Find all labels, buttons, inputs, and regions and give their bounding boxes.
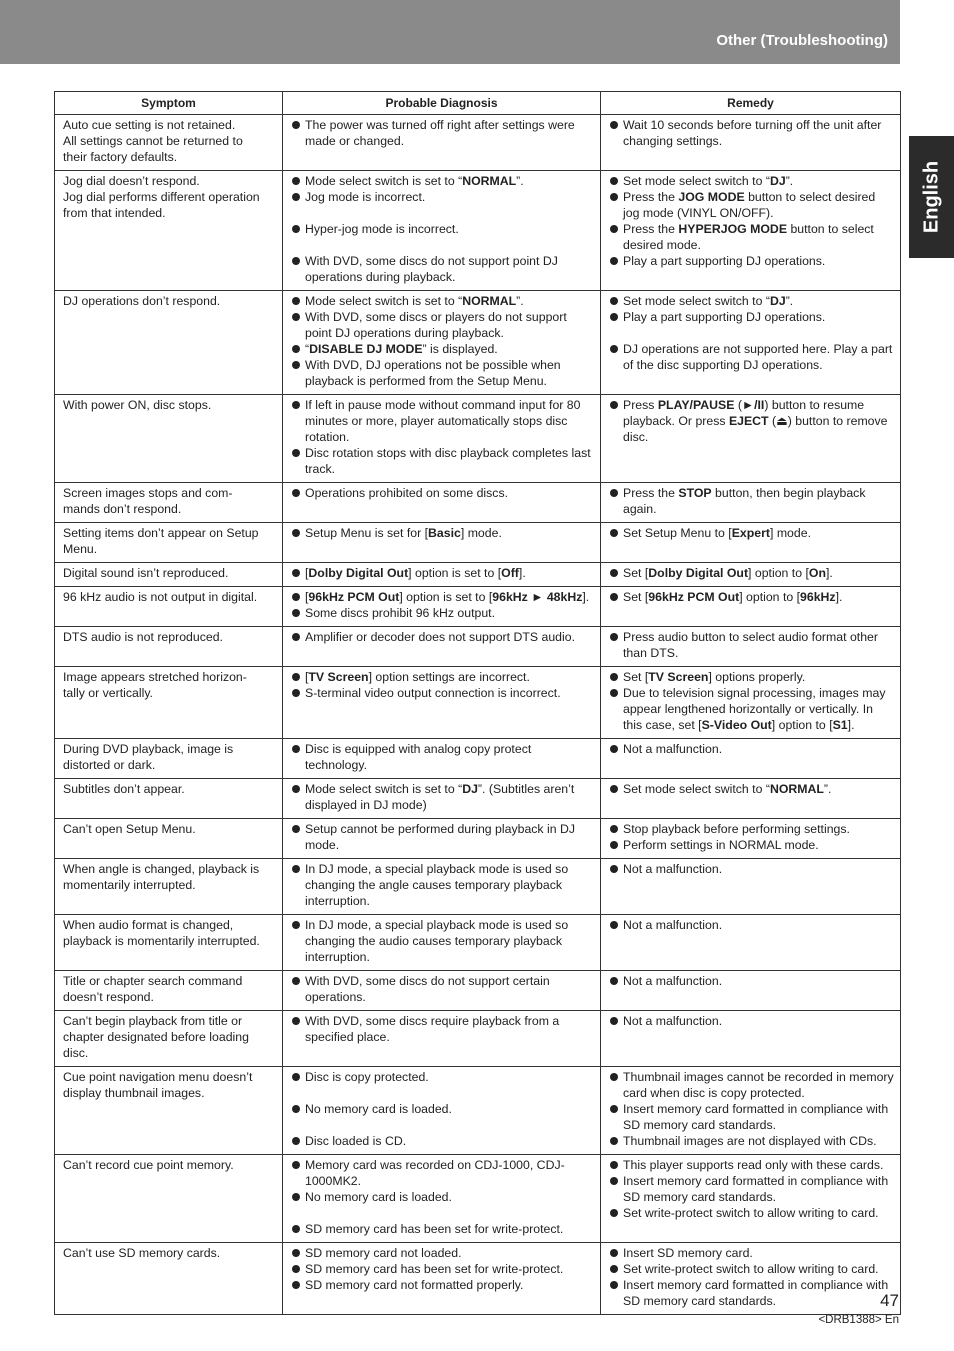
symptom-line: Jog dial performs different operation from that intended.: [63, 190, 260, 220]
diagnosis-cell: [283, 115, 601, 171]
diagnosis-item: Hyper-jog mode is incorrect.: [291, 221, 594, 237]
remedy-item: [609, 325, 894, 341]
symptom-line: DJ operations don’t respond.: [63, 294, 221, 308]
remedy-item: Due to television signal processing, images may appear lengthened horizontally or vertically. In this case, set [S-Video Out] option to [S1].: [609, 685, 894, 733]
remedy-item: Set mode select switch to “DJ”.: [609, 173, 894, 189]
symptom-line: Subtitles don’t appear.: [63, 782, 185, 796]
symptom-line: Jog dial doesn’t respond.: [63, 174, 200, 188]
diagnosis-item: [96kHz PCM Out] option is set to [96kHz ► 48kHz].: [291, 589, 594, 605]
diagnosis-item: Mode select switch is set to “NORMAL”.: [291, 293, 594, 309]
symptom-cell: [55, 819, 283, 859]
table-row: [55, 971, 901, 1011]
remedy-cell: [601, 587, 901, 627]
diagnosis-item: SD memory card has been set for write-protect.: [291, 1221, 594, 1237]
remedy-item: Insert SD memory card.: [609, 1245, 894, 1261]
table-row: [55, 171, 901, 291]
symptom-cell: [55, 563, 283, 587]
remedy-cell: [601, 115, 901, 171]
remedy-cell: [601, 1011, 901, 1067]
diagnosis-item: SD memory card not loaded.: [291, 1245, 594, 1261]
symptom-cell: [55, 171, 283, 291]
remedy-item: Press the JOG MODE button to select desired jog mode (VINYL ON/OFF).: [609, 189, 894, 221]
symptom-cell: [55, 739, 283, 779]
diagnosis-item: S-terminal video output connection is incorrect.: [291, 685, 594, 701]
section-title: Other (Troubleshooting): [716, 32, 888, 49]
diagnosis-item: With DVD, some discs do not support certain operations.: [291, 973, 594, 1005]
diagnosis-item: [291, 237, 594, 253]
language-tab-label: English: [920, 160, 942, 234]
symptom-cell: [55, 971, 283, 1011]
symptom-cell: [55, 483, 283, 523]
remedy-item: Insert memory card formatted in compliance with SD memory card standards.: [609, 1277, 894, 1309]
remedy-cell: [601, 291, 901, 395]
header-remedy: Remedy: [601, 92, 901, 115]
symptom-line: Title or chapter search command doesn’t respond.: [63, 974, 243, 1004]
remedy-item: Set mode select switch to “DJ”.: [609, 293, 894, 309]
table-row: [55, 859, 901, 915]
symptom-cell: [55, 1155, 283, 1243]
symptom-line: During DVD playback, image is distorted or dark.: [63, 742, 234, 772]
diagnosis-item: Disc loaded is CD.: [291, 1133, 594, 1149]
diagnosis-cell: [283, 523, 601, 563]
symptom-cell: [55, 291, 283, 395]
table-row: [55, 627, 901, 667]
symptom-cell: [55, 1067, 283, 1155]
remedy-cell: [601, 171, 901, 291]
remedy-item: Not a malfunction.: [609, 741, 894, 757]
diagnosis-item: No memory card is loaded.: [291, 1189, 594, 1205]
symptom-line: Can’t begin playback from title or chapter designated before loading disc.: [63, 1014, 249, 1060]
diagnosis-cell: [283, 859, 601, 915]
remedy-item: Set [Dolby Digital Out] option to [On].: [609, 565, 894, 581]
symptom-cell: [55, 115, 283, 171]
table-row: [55, 1067, 901, 1155]
remedy-item: Not a malfunction.: [609, 917, 894, 933]
remedy-item: Play a part supporting DJ operations.: [609, 253, 894, 269]
remedy-item: This player supports read only with these cards.: [609, 1157, 894, 1173]
symptom-line: Image appears stretched horizon-: [63, 670, 247, 684]
table-row: [55, 667, 901, 739]
table-row: [55, 915, 901, 971]
table-row: [55, 395, 901, 483]
symptom-cell: [55, 1243, 283, 1315]
remedy-item: Set mode select switch to “NORMAL”.: [609, 781, 894, 797]
symptom-line: Digital sound isn’t reproduced.: [63, 566, 229, 580]
header-bar: [0, 0, 900, 64]
remedy-item: Set [96kHz PCM Out] option to [96kHz].: [609, 589, 894, 605]
diagnosis-item: Disc rotation stops with disc playback completes last track.: [291, 445, 594, 477]
remedy-cell: [601, 395, 901, 483]
remedy-item: Not a malfunction.: [609, 861, 894, 877]
symptom-cell: [55, 667, 283, 739]
symptom-line: Screen images stops and com-: [63, 486, 233, 500]
symptom-cell: [55, 915, 283, 971]
table-row: [55, 483, 901, 523]
table-row: [55, 1011, 901, 1067]
symptom-line: Can’t record cue point memory.: [63, 1158, 234, 1172]
symptom-cell: [55, 779, 283, 819]
diagnosis-cell: [283, 291, 601, 395]
diagnosis-item: Operations prohibited on some discs.: [291, 485, 594, 501]
symptom-cell: [55, 395, 283, 483]
diagnosis-cell: [283, 915, 601, 971]
remedy-item: Play a part supporting DJ operations.: [609, 309, 894, 325]
diagnosis-item: With DVD, some discs or players do not support point DJ operations during playback.: [291, 309, 594, 341]
diagnosis-cell: [283, 395, 601, 483]
diagnosis-item: SD memory card has been set for write-protect.: [291, 1261, 594, 1277]
remedy-cell: [601, 667, 901, 739]
table-row: [55, 587, 901, 627]
remedy-item: Insert memory card formatted in compliance with SD memory card standards.: [609, 1101, 894, 1133]
remedy-item: DJ operations are not supported here. Play a part of the disc supporting DJ operations.: [609, 341, 894, 373]
diagnosis-cell: [283, 1067, 601, 1155]
remedy-cell: [601, 627, 901, 667]
remedy-cell: [601, 819, 901, 859]
remedy-item: Set write-protect switch to allow writing to card.: [609, 1205, 894, 1221]
remedy-item: Not a malfunction.: [609, 1013, 894, 1029]
diagnosis-cell: [283, 779, 601, 819]
remedy-item: Wait 10 seconds before turning off the unit after changing settings.: [609, 117, 894, 149]
diagnosis-item: [Dolby Digital Out] option is set to [Off].: [291, 565, 594, 581]
remedy-cell: [601, 1067, 901, 1155]
diagnosis-cell: [283, 1243, 601, 1315]
table-row: [55, 523, 901, 563]
diagnosis-item: “DISABLE DJ MODE” is displayed.: [291, 341, 594, 357]
diagnosis-item: With DVD, DJ operations not be possible when playback is performed from the Setup Menu.: [291, 357, 594, 389]
symptom-cell: [55, 523, 283, 563]
page-number: 47: [880, 1291, 899, 1310]
header-diagnosis: Probable Diagnosis: [283, 92, 601, 115]
symptom-line: Can’t open Setup Menu.: [63, 822, 196, 836]
symptom-line: Setting items don’t appear on Setup Menu.: [63, 526, 259, 556]
diagnosis-item: If left in pause mode without command input for 80 minutes or more, player automatically stops disc rotation.: [291, 397, 594, 445]
remedy-cell: [601, 971, 901, 1011]
remedy-item: Press the HYPERJOG MODE button to select desired mode.: [609, 221, 894, 253]
remedy-item: Press the STOP button, then begin playback again.: [609, 485, 894, 517]
diagnosis-item: SD memory card not formatted properly.: [291, 1277, 594, 1293]
diagnosis-cell: [283, 171, 601, 291]
diagnosis-item: Setup cannot be performed during playback in DJ mode.: [291, 821, 594, 853]
remedy-cell: [601, 563, 901, 587]
table-row: [55, 1155, 901, 1243]
symptom-line: All settings cannot be returned to: [63, 134, 243, 148]
diagnosis-cell: [283, 483, 601, 523]
remedy-item: Set [TV Screen] options properly.: [609, 669, 894, 685]
diagnosis-item: No memory card is loaded.: [291, 1101, 594, 1117]
diagnosis-item: Memory card was recorded on CDJ-1000, CDJ-1000MK2.: [291, 1157, 594, 1189]
diagnosis-item: [291, 1085, 594, 1101]
symptom-line: When angle is changed, playback is momentarily interrupted.: [63, 862, 260, 892]
diagnosis-item: Disc is copy protected.: [291, 1069, 594, 1085]
diagnosis-cell: [283, 1011, 601, 1067]
document-code: <DRB1388> En: [818, 1314, 899, 1326]
diagnosis-item: Amplifier or decoder does not support DTS audio.: [291, 629, 594, 645]
diagnosis-item: Setup Menu is set for [Basic] mode.: [291, 525, 594, 541]
header-symptom: Symptom: [55, 92, 283, 115]
symptom-line: 96 kHz audio is not output in digital.: [63, 590, 258, 604]
remedy-cell: [601, 915, 901, 971]
symptom-line: their factory defaults.: [63, 150, 178, 164]
symptom-line: tally or vertically.: [63, 686, 153, 700]
troubleshooting-table: [54, 91, 901, 1315]
table-header-row: [55, 92, 901, 115]
symptom-line: mands don’t respond.: [63, 502, 182, 516]
symptom-line: Can’t use SD memory cards.: [63, 1246, 221, 1260]
symptom-line: With power ON, disc stops.: [63, 398, 212, 412]
diagnosis-item: [291, 205, 594, 221]
remedy-item: Thumbnail images cannot be recorded in memory card when disc is copy protected.: [609, 1069, 894, 1101]
remedy-cell: [601, 739, 901, 779]
diagnosis-item: In DJ mode, a special playback mode is used so changing the angle causes temporary playback interruption.: [291, 861, 594, 909]
diagnosis-item: Mode select switch is set to “NORMAL”.: [291, 173, 594, 189]
symptom-cell: [55, 1011, 283, 1067]
diagnosis-item: In DJ mode, a special playback mode is used so changing the audio causes temporary playback interruption.: [291, 917, 594, 965]
diagnosis-item: Some discs prohibit 96 kHz output.: [291, 605, 594, 621]
diagnosis-item: Mode select switch is set to “DJ”. (Subtitles aren’t displayed in DJ mode): [291, 781, 594, 813]
diagnosis-item: Jog mode is incorrect.: [291, 189, 594, 205]
remedy-cell: [601, 1155, 901, 1243]
symptom-cell: [55, 627, 283, 667]
diagnosis-item: [291, 1117, 594, 1133]
remedy-cell: [601, 859, 901, 915]
diagnosis-cell: [283, 1155, 601, 1243]
symptom-line: Auto cue setting is not retained.: [63, 118, 236, 132]
remedy-cell: [601, 523, 901, 563]
table-row: [55, 563, 901, 587]
diagnosis-cell: [283, 563, 601, 587]
diagnosis-item: With DVD, some discs require playback from a specified place.: [291, 1013, 594, 1045]
remedy-item: Press PLAY/PAUSE (►/II) button to resume playback. Or press EJECT (⏏) button to remove disc.: [609, 397, 894, 445]
remedy-cell: [601, 483, 901, 523]
symptom-line: Cue point navigation menu doesn’t display thumbnail images.: [63, 1070, 253, 1100]
diagnosis-cell: [283, 587, 601, 627]
diagnosis-cell: [283, 819, 601, 859]
remedy-cell: [601, 779, 901, 819]
table-row: [55, 291, 901, 395]
diagnosis-cell: [283, 627, 601, 667]
symptom-cell: [55, 587, 283, 627]
diagnosis-item: [291, 1205, 594, 1221]
table-row: [55, 1243, 901, 1315]
symptom-line: When audio format is changed, playback is momentarily interrupted.: [63, 918, 260, 948]
remedy-item: Thumbnail images are not displayed with CDs.: [609, 1133, 894, 1149]
remedy-cell: [601, 1243, 901, 1315]
remedy-item: Perform settings in NORMAL mode.: [609, 837, 894, 853]
language-tab: [909, 136, 954, 258]
symptom-line: DTS audio is not reproduced.: [63, 630, 223, 644]
remedy-item: Set Setup Menu to [Expert] mode.: [609, 525, 894, 541]
remedy-item: Not a malfunction.: [609, 973, 894, 989]
remedy-item: Stop playback before performing settings.: [609, 821, 894, 837]
diagnosis-cell: [283, 971, 601, 1011]
diagnosis-item: Disc is equipped with analog copy protect technology.: [291, 741, 594, 773]
remedy-item: Press audio button to select audio format other than DTS.: [609, 629, 894, 661]
diagnosis-item: The power was turned off right after settings were made or changed.: [291, 117, 594, 149]
table-row: [55, 739, 901, 779]
remedy-item: Set write-protect switch to allow writing to card.: [609, 1261, 894, 1277]
symptom-cell: [55, 859, 283, 915]
diagnosis-cell: [283, 667, 601, 739]
diagnosis-cell: [283, 739, 601, 779]
table-row: [55, 779, 901, 819]
table-row: [55, 819, 901, 859]
diagnosis-item: With DVD, some discs do not support point DJ operations during playback.: [291, 253, 594, 285]
remedy-item: Insert memory card formatted in compliance with SD memory card standards.: [609, 1173, 894, 1205]
diagnosis-item: [TV Screen] option settings are incorrect.: [291, 669, 594, 685]
table-row: [55, 115, 901, 171]
